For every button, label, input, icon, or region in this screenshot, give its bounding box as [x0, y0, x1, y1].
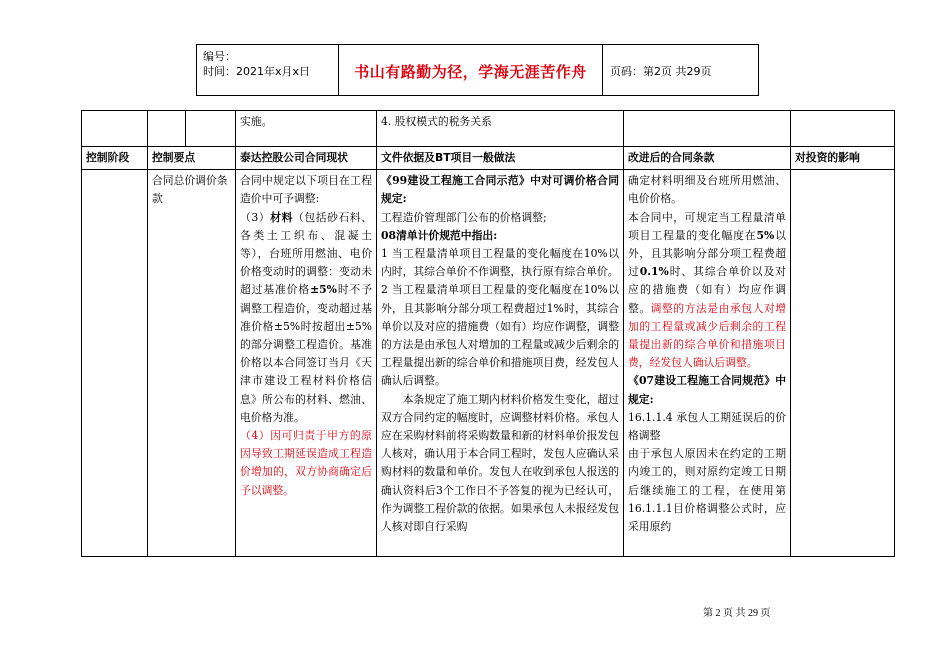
motto: 书山有路勤为径，学海无涯苦作舟: [354, 63, 587, 81]
table-header-row: [82, 147, 895, 170]
point-cell: 合同总价调价条款: [148, 170, 236, 557]
improved-pct2: 0.1%: [639, 265, 669, 279]
basis-title2: 08清单计价规范中指出:: [381, 228, 498, 242]
basis-cell: [377, 170, 624, 557]
col-header-basis: 文件依据及BT项目一般做法: [377, 147, 624, 170]
header-meta: [203, 49, 310, 79]
basis-text2: 1 当工程量清单项目工程量的变化幅度在10%以内时，其综合单价不作调整，执行原有综合单价。: [381, 247, 619, 279]
status-item3-text2: 时不予调整工程造价，变动超过基准价格±5%时按超出±5%的部分调整工程造价。基准价格以本合同签订当月《天津市建设工程材料价格信息》所公布的材料、燃油、电价格为准。: [240, 283, 373, 424]
contract-table: [81, 110, 895, 557]
improved-text2: [628, 209, 786, 373]
improved-cell: [624, 170, 791, 557]
impact-cell: [791, 170, 895, 557]
document-header: [196, 44, 759, 96]
number-label: 编号：: [203, 50, 236, 63]
improved-text4: 由于承包人原因未在约定的工期内竣工的，则对原约定竣工日期后继续施工的工程，在使用第16.1.1.1目价格调整公式时，应采用原约: [628, 447, 786, 534]
status-item3-bold: 材料: [270, 210, 293, 224]
col-header-impact: 对投资的影响: [791, 147, 895, 170]
prev-basis-cell: 4. 股权模式的税务关系: [377, 111, 624, 147]
status-item3-text1: （包括砂石料、各类土工织布、混凝土等），台班所用燃油、电价价格变动时的调整：变动未超过基准价格: [240, 210, 372, 297]
basis-title1: 《99建设工程施工合同示范》中对可调价格合同规定:: [381, 174, 619, 206]
improved-red: 调整的方法是由承包人对增加的工程量或减少后剩余的工程量提出新的综合单价和措施项目费，经发包人确认后调整。: [628, 301, 787, 370]
table-row: [82, 170, 895, 557]
col-header-improved: 改进后的合同条款: [624, 147, 791, 170]
basis-text1: 工程造价管理部门公布的价格调整;: [381, 210, 547, 224]
basis-text4: 本条规定了施工期内材料价格发生变化，超过双方合同约定的幅度时，应调整材料价格。承包人应在采购材料前将采购数量和新的材料单价报发包人核对，确认用于本合同工程时，发包人应确认采购材料的数量和单价。发包人在收到承包人报送的确认资料后3个工作日不予答复的视为已经认可，作为调整工程价款的依据。如果承包人未报经发包人核对即自行采购: [381, 392, 619, 534]
col-header-point: 控制要点: [148, 147, 236, 170]
improved-text3: 16.1.1.4 承包人工期延误后的价格调整: [628, 410, 786, 443]
status-item4: （4）因可归责于甲方的原因导致工期延误造成工程造价增加的，双方协商确定后予以调整。: [240, 429, 372, 497]
improved-pct1: 5%: [756, 228, 775, 242]
col-header-stage: 控制阶段: [82, 147, 148, 170]
status-pm: ±5%: [310, 283, 337, 297]
improved-text1: 确定材料明细及台班所用燃油、电价价格。: [628, 174, 786, 206]
stage-cell: [82, 170, 148, 557]
improved-title: 《07建设工程施工合同规范》中规定:: [628, 374, 786, 406]
status-item3-prefix: （3）: [240, 210, 271, 224]
col-header-status: 泰达控股公司合同现状: [236, 147, 377, 170]
time-label: 时间：2021年x月x日: [203, 65, 311, 78]
page-footer: 第 2 页 共 29 页: [703, 608, 771, 619]
page-indicator: 页码：第2页 共29页: [610, 65, 712, 78]
improved-text2a: 本合同中，可规定当工程量清单项目工程量的变化幅度在: [628, 210, 786, 242]
header-motto-cell: [338, 45, 603, 95]
previous-row: [82, 111, 895, 147]
improved-text2b: 以外，且其影响分部分项工程费超过: [628, 228, 787, 279]
prev-status-cell: 实施。: [236, 111, 377, 147]
improved-text2c: 时、其综合单价以及对应的措施费（如有）均应作调整。: [628, 265, 787, 315]
basis-text3: 2 当工程量清单项目工程量的变化幅度在10%以外，且其影响分部分项工程费超过1%时，其综合单价以及对应的措施费（如有）均应作调整，调整的方法是由承包人对增加的工程量或减少后剩余的工程量提出新的综合单价和措施项目费，经发包人确认后调整。: [381, 283, 619, 388]
status-intro: 合同中规定以下项目在工程造价中可予调整:: [240, 174, 372, 206]
status-cell: [236, 170, 377, 557]
